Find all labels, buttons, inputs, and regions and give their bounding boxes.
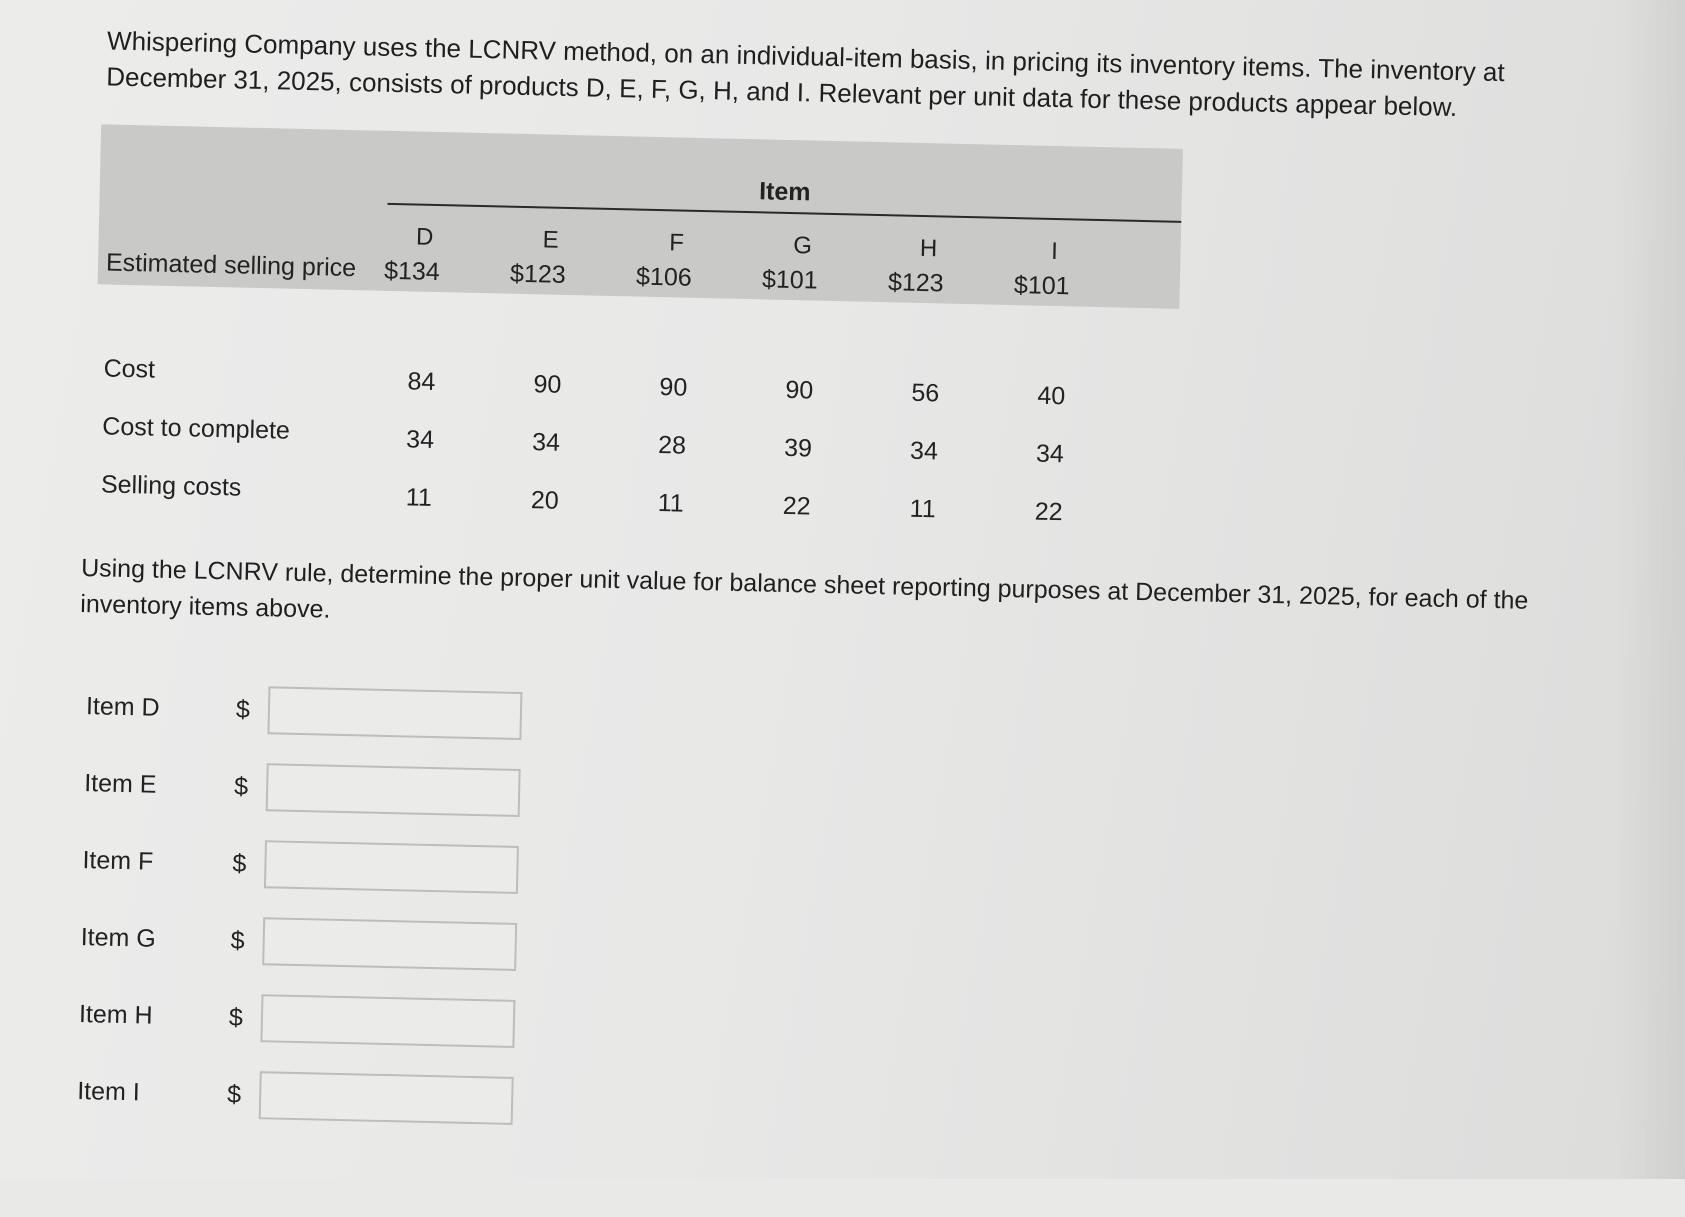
table-cell: 28 (657, 431, 687, 460)
table-cell: $101 (761, 265, 818, 295)
table-cell: $123 (509, 259, 567, 289)
table-cell: $123 (887, 268, 944, 298)
dollar-sign: $ (230, 926, 245, 955)
answer-label: Item G (80, 923, 157, 953)
table-cell: 40 (1037, 381, 1066, 411)
table-cell: 22 (782, 491, 811, 521)
column-header-i: I (1050, 237, 1059, 266)
column-header-f: F (669, 229, 685, 257)
problem-statement: Whispering Company uses the LCNRV method, on an individual-item basis, in pricing its inventory items. The inventory at December 31, 2025, consists of products D, E, F, G, H, and I. Relevant per unit data for these products appear below. (105, 25, 1506, 123)
dollar-sign: $ (233, 772, 249, 801)
question-prompt: Using the LCNRV rule, determine the proper unit value for balance sheet reporting purposes at December 31, 2025, for each of the inventory items above. (80, 553, 1529, 624)
dollar-sign: $ (232, 849, 247, 878)
item-e-value-input[interactable] (266, 763, 521, 817)
table-cell: 84 (407, 367, 436, 396)
table-cell: 56 (911, 378, 940, 408)
table-cell: 90 (533, 370, 562, 399)
table-cell: 34 (909, 436, 939, 466)
item-g-value-input[interactable] (262, 917, 517, 971)
item-f-value-input[interactable] (264, 840, 519, 894)
answer-label: Item I (76, 1077, 141, 1107)
answer-row-item-d (85, 682, 566, 745)
row-label: Cost (103, 354, 156, 384)
row-label: Selling costs (100, 470, 242, 502)
column-header-d: D (415, 223, 434, 251)
row-label: Cost to complete (102, 412, 291, 445)
item-i-value-input[interactable] (259, 1071, 514, 1125)
inventory-data-table (92, 124, 1183, 540)
item-group-header: Item (758, 177, 811, 207)
table-cell: 90 (659, 373, 688, 402)
table-cell: $106 (635, 262, 693, 292)
answer-label: Item F (82, 846, 154, 876)
column-header-e: E (542, 226, 559, 254)
item-h-value-input[interactable] (260, 994, 515, 1048)
table-cell: 34 (1035, 439, 1065, 469)
table-cell: $134 (383, 256, 441, 287)
table-cell: 34 (405, 425, 435, 454)
answer-row-item-e (84, 759, 565, 822)
column-header-h: H (919, 234, 938, 263)
table-cell: 90 (785, 375, 814, 405)
column-header-g: G (792, 232, 813, 260)
answer-row-item-i (77, 1067, 558, 1130)
table-cell: 39 (783, 433, 813, 463)
table-cell: 11 (657, 489, 685, 518)
table-cell: 11 (909, 494, 936, 524)
answer-label: Item D (85, 692, 160, 722)
table-cell: 20 (530, 486, 560, 515)
answer-label: Item E (83, 769, 157, 799)
dollar-sign: $ (226, 1080, 242, 1109)
table-cell: 11 (405, 483, 433, 512)
dollar-sign: $ (235, 695, 251, 724)
row-label: Estimated selling price (105, 248, 357, 283)
table-cell: 22 (1034, 497, 1063, 527)
answer-row-item-h (78, 990, 559, 1053)
item-d-value-input[interactable] (267, 686, 522, 740)
answer-row-item-f (82, 836, 563, 899)
table-cell: $101 (1013, 271, 1070, 301)
answer-label: Item H (78, 1000, 153, 1030)
table-cell: 34 (531, 428, 561, 457)
dollar-sign: $ (228, 1003, 244, 1032)
answer-row-item-g (80, 913, 561, 976)
